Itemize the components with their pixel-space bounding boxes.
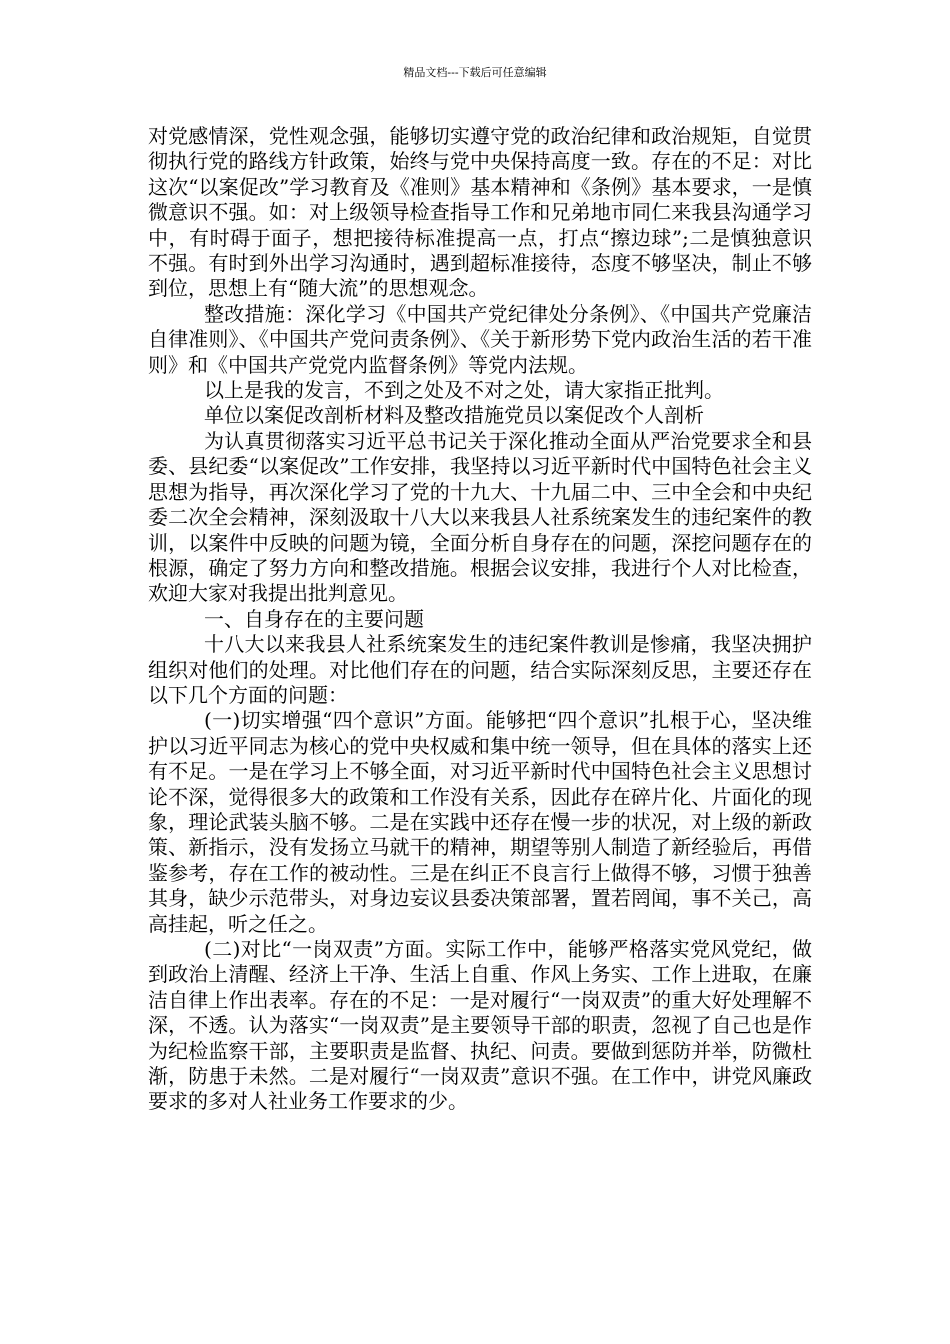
paragraph-2: 整改措施：深化学习《中国共产党纪律处分条例》、《中国共产党廉洁自律准则》、《中国共产党问责条例》、《关于新形势下党内政治生活的若干准则》和《中国共产党党内监督条例》等党内法规。 bbox=[148, 301, 812, 377]
paragraph-9: (二)对比“一岗双责”方面。实际工作中，能够严格落实党风党纪，做到政治上清醒、经济上干净、生活上自重、作风上务实、工作上进取，在廉洁自律上作出表率。存在的不足：一是对履行“一岗双责”的重大好处理解不深，不透。认为落实“一岗双责”是主要领导干部的职责，忽视了自己也是作为纪检监察干部，主要职责是监督、执纪、问责。要做到惩防并举，防微杜渐，防患于未然。二是对履行“一岗双责”意识不强。在工作中，讲党风廉政要求的多对人社业务工作要求的少。 bbox=[148, 937, 812, 1114]
paragraph-1: 对党感情深，党性观念强，能够切实遵守党的政治纪律和政治规矩，自觉贯彻执行党的路线方针政策，始终与党中央保持高度一致。存在的不足：对比这次“以案促改”学习教育及《准则》基本精神和《条例》基本要求，一是慎微意识不强。如：对上级领导检查指导工作和兄弟地市同仁来我县沟通学习中，有时碍于面子，想把接待标准提高一点，打点“擦边球”;二是慎独意识不强。有时到外出学习沟通时，遇到超标准接待，态度不够坚决，制止不够到位，思想上有“随大流”的思想观念。 bbox=[148, 124, 812, 301]
paragraph-7: 十八大以来我县人社系统案发生的违纪案件教训是惨痛，我坚决拥护组织对他们的处理。对比他们存在的问题，结合实际深刻反思，主要还存在以下几个方面的问题： bbox=[148, 632, 812, 707]
paragraph-5: 为认真贯彻落实习近平总书记关于深化推动全面从严治党要求全和县委、县纪委“以案促改”工作安排，我坚持以习近平新时代中国特色社会主义思想为指导，再次深化学习了党的十九大、十九届二中、三中全会和中央纪委二次全会精神，深刻汲取十八大以来我县人社系统案发生的违纪案件的教训，以案件中反映的问题为镜，全面分析自身存在的问题，深挖问题存在的根源，确定了努力方向和整改措施。根据会议安排，我进行个人对比检查，欢迎大家对我提出批判意见。 bbox=[148, 428, 812, 606]
heading-main-problems: 一、自身存在的主要问题 bbox=[204, 606, 424, 631]
document-body bbox=[148, 124, 812, 1115]
paragraph-8: (一)切实增强“四个意识”方面。能够把“四个意识”扎根于心，坚决维护以习近平同志为核心的党中央权威和集中统一领导，但在具体的落实上还有不足。一是在学习上不够全面，对习近平新时代中国特色社会主义思想讨论不深，觉得很多大的政策和工作没有关系，因此存在碎片化、片面化的现象，理论武装头脑不够。二是在实践中还存在慢一步的状况，对上级的新政策、新指示，没有发扬立马就干的精神，期望等别人制造了新经验后，再借鉴参考，存在工作的被动性。三是在纠正不良言行上做得不够，习惯于独善其身，缺少示范带头，对身边妄议县委决策部署，置若罔闻，事不关己，高高挂起，听之任之。 bbox=[148, 708, 812, 936]
paragraph-3: 以上是我的发言，不到之处及不对之处，请大家指正批判。 bbox=[204, 378, 724, 403]
section-title: 单位以案促改剖析材料及整改措施党员以案促改个人剖析 bbox=[204, 403, 704, 428]
page-header: 精品文档---下载后可任意编辑 bbox=[403, 66, 547, 79]
